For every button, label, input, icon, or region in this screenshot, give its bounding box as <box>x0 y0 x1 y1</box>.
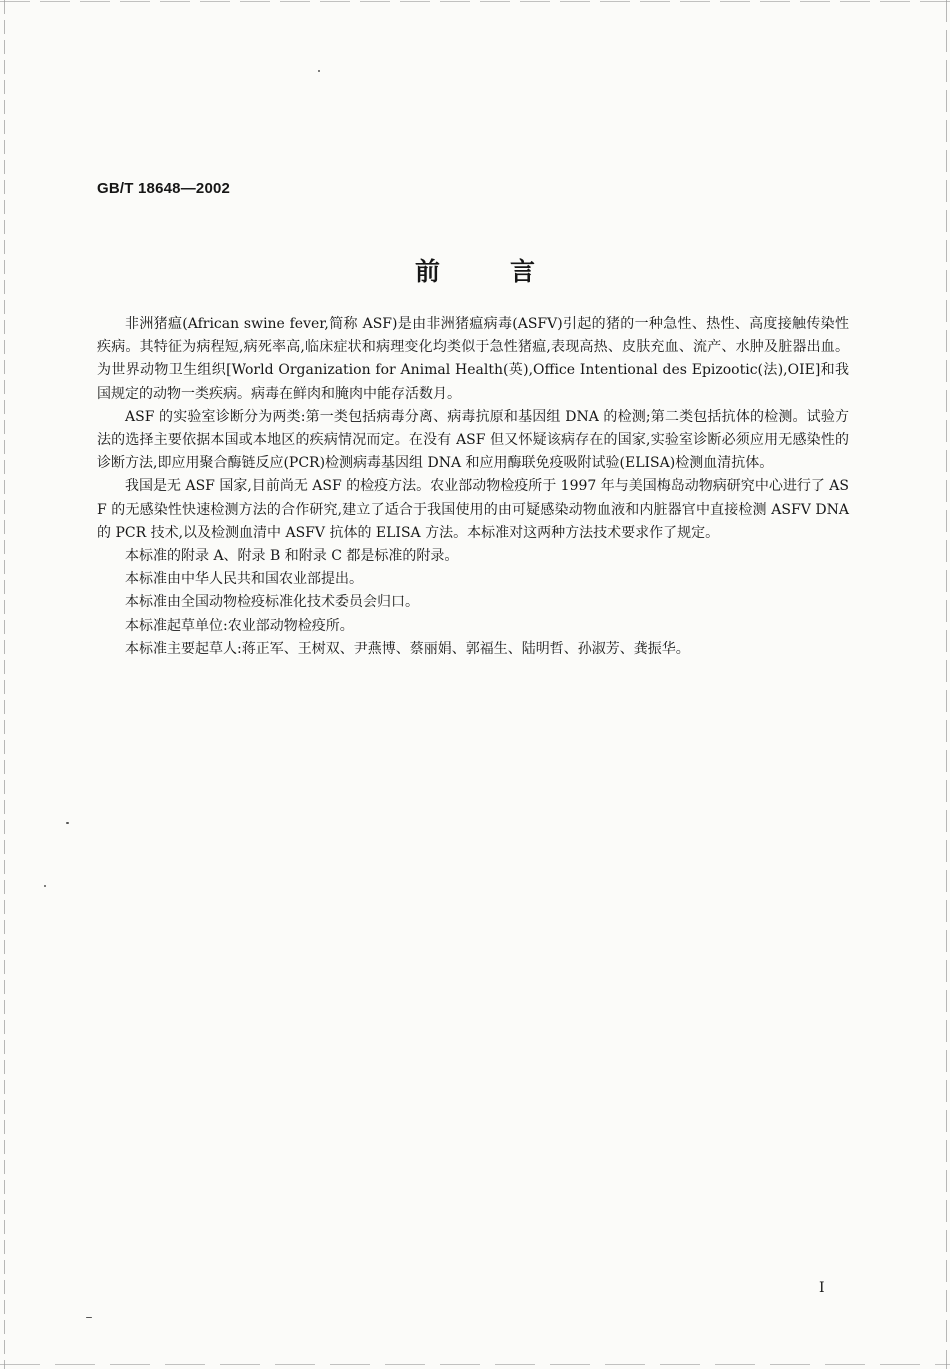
scan-speck <box>318 70 320 72</box>
scan-edge-top <box>0 1 950 2</box>
scan-speck <box>44 885 46 887</box>
page-title: 前言 <box>414 257 605 286</box>
scan-edge-right <box>946 0 947 1369</box>
paragraph-centralized-by: 本标准由全国动物检疫标准化技术委员会归口。 <box>125 594 419 611</box>
scan-edge-left <box>4 0 5 1369</box>
paragraph-lab-diagnosis: ASF 的实验室诊断分为两类:第一类包括病毒分离、病毒抗原和基因组 DNA 的检测;第二类包括抗体的检测。试验方法的选择主要依据本国或本地区的疾病情况而定。在没有 ASF 但又怀疑该病存在的国家,实验室诊断必须应用无感染性的诊断方法,即应用聚合酶链反应(PCR)检测病毒基因组 DNA 和应用酶联免疫吸附试验(ELISA)检测血清抗体。 <box>97 408 849 472</box>
paragraph-drafters: 本标准主要起草人:蒋正军、王树双、尹燕博、蔡丽娟、郭福生、陆明哲、孙淑芳、龚振华。 <box>125 640 690 657</box>
paragraph-proposed-by: 本标准由中华人民共和国农业部提出。 <box>125 571 363 588</box>
paragraph-china-status: 我国是无 ASF 国家,目前尚无 ASF 的检疫方法。农业部动物检疫所于 1997 年与美国梅岛动物病研究中心进行了 ASF 的无感染性快速检测方法的合作研究,建立了适合于我国使用的由可疑感染动物血液和内脏器官中直接检测 ASFV DNA 的 PCR 技术,以及检测血清中 ASFV 抗体的 ELISA 方法。本标准对这两种方法技术要求作了规定。 <box>97 478 849 541</box>
page-number: I <box>819 1280 825 1296</box>
paragraph-asf-overview: 非洲猪瘟(African swine fever,简称 ASF)是由非洲猪瘟病毒(ASFV)引起的猪的一种急性、热性、高度接触传染性疾病。其特征为病程短,病死率高,临床症状和病理变化均类似于急性猪瘟,表现高热、皮肤充血、流产、水肿及脏器出血。为世界动物卫生组织[World Organization for Animal Health(英),Office Intentional des Epizootic(法),OIE]和我国规定的动物一类疾病。病毒在鲜肉和腌肉中能存活数月。 <box>97 316 849 402</box>
foreword-body <box>97 313 849 661</box>
scan-speck <box>66 822 69 824</box>
standard-code: GB/T 18648—2002 <box>97 180 231 197</box>
scan-edge-bottom <box>0 1364 950 1365</box>
paragraph-annexes: 本标准的附录 A、附录 B 和附录 C 都是标准的附录。 <box>125 548 459 565</box>
paragraph-drafting-unit: 本标准起草单位:农业部动物检疫所。 <box>125 617 354 634</box>
scan-speck <box>86 1317 92 1318</box>
